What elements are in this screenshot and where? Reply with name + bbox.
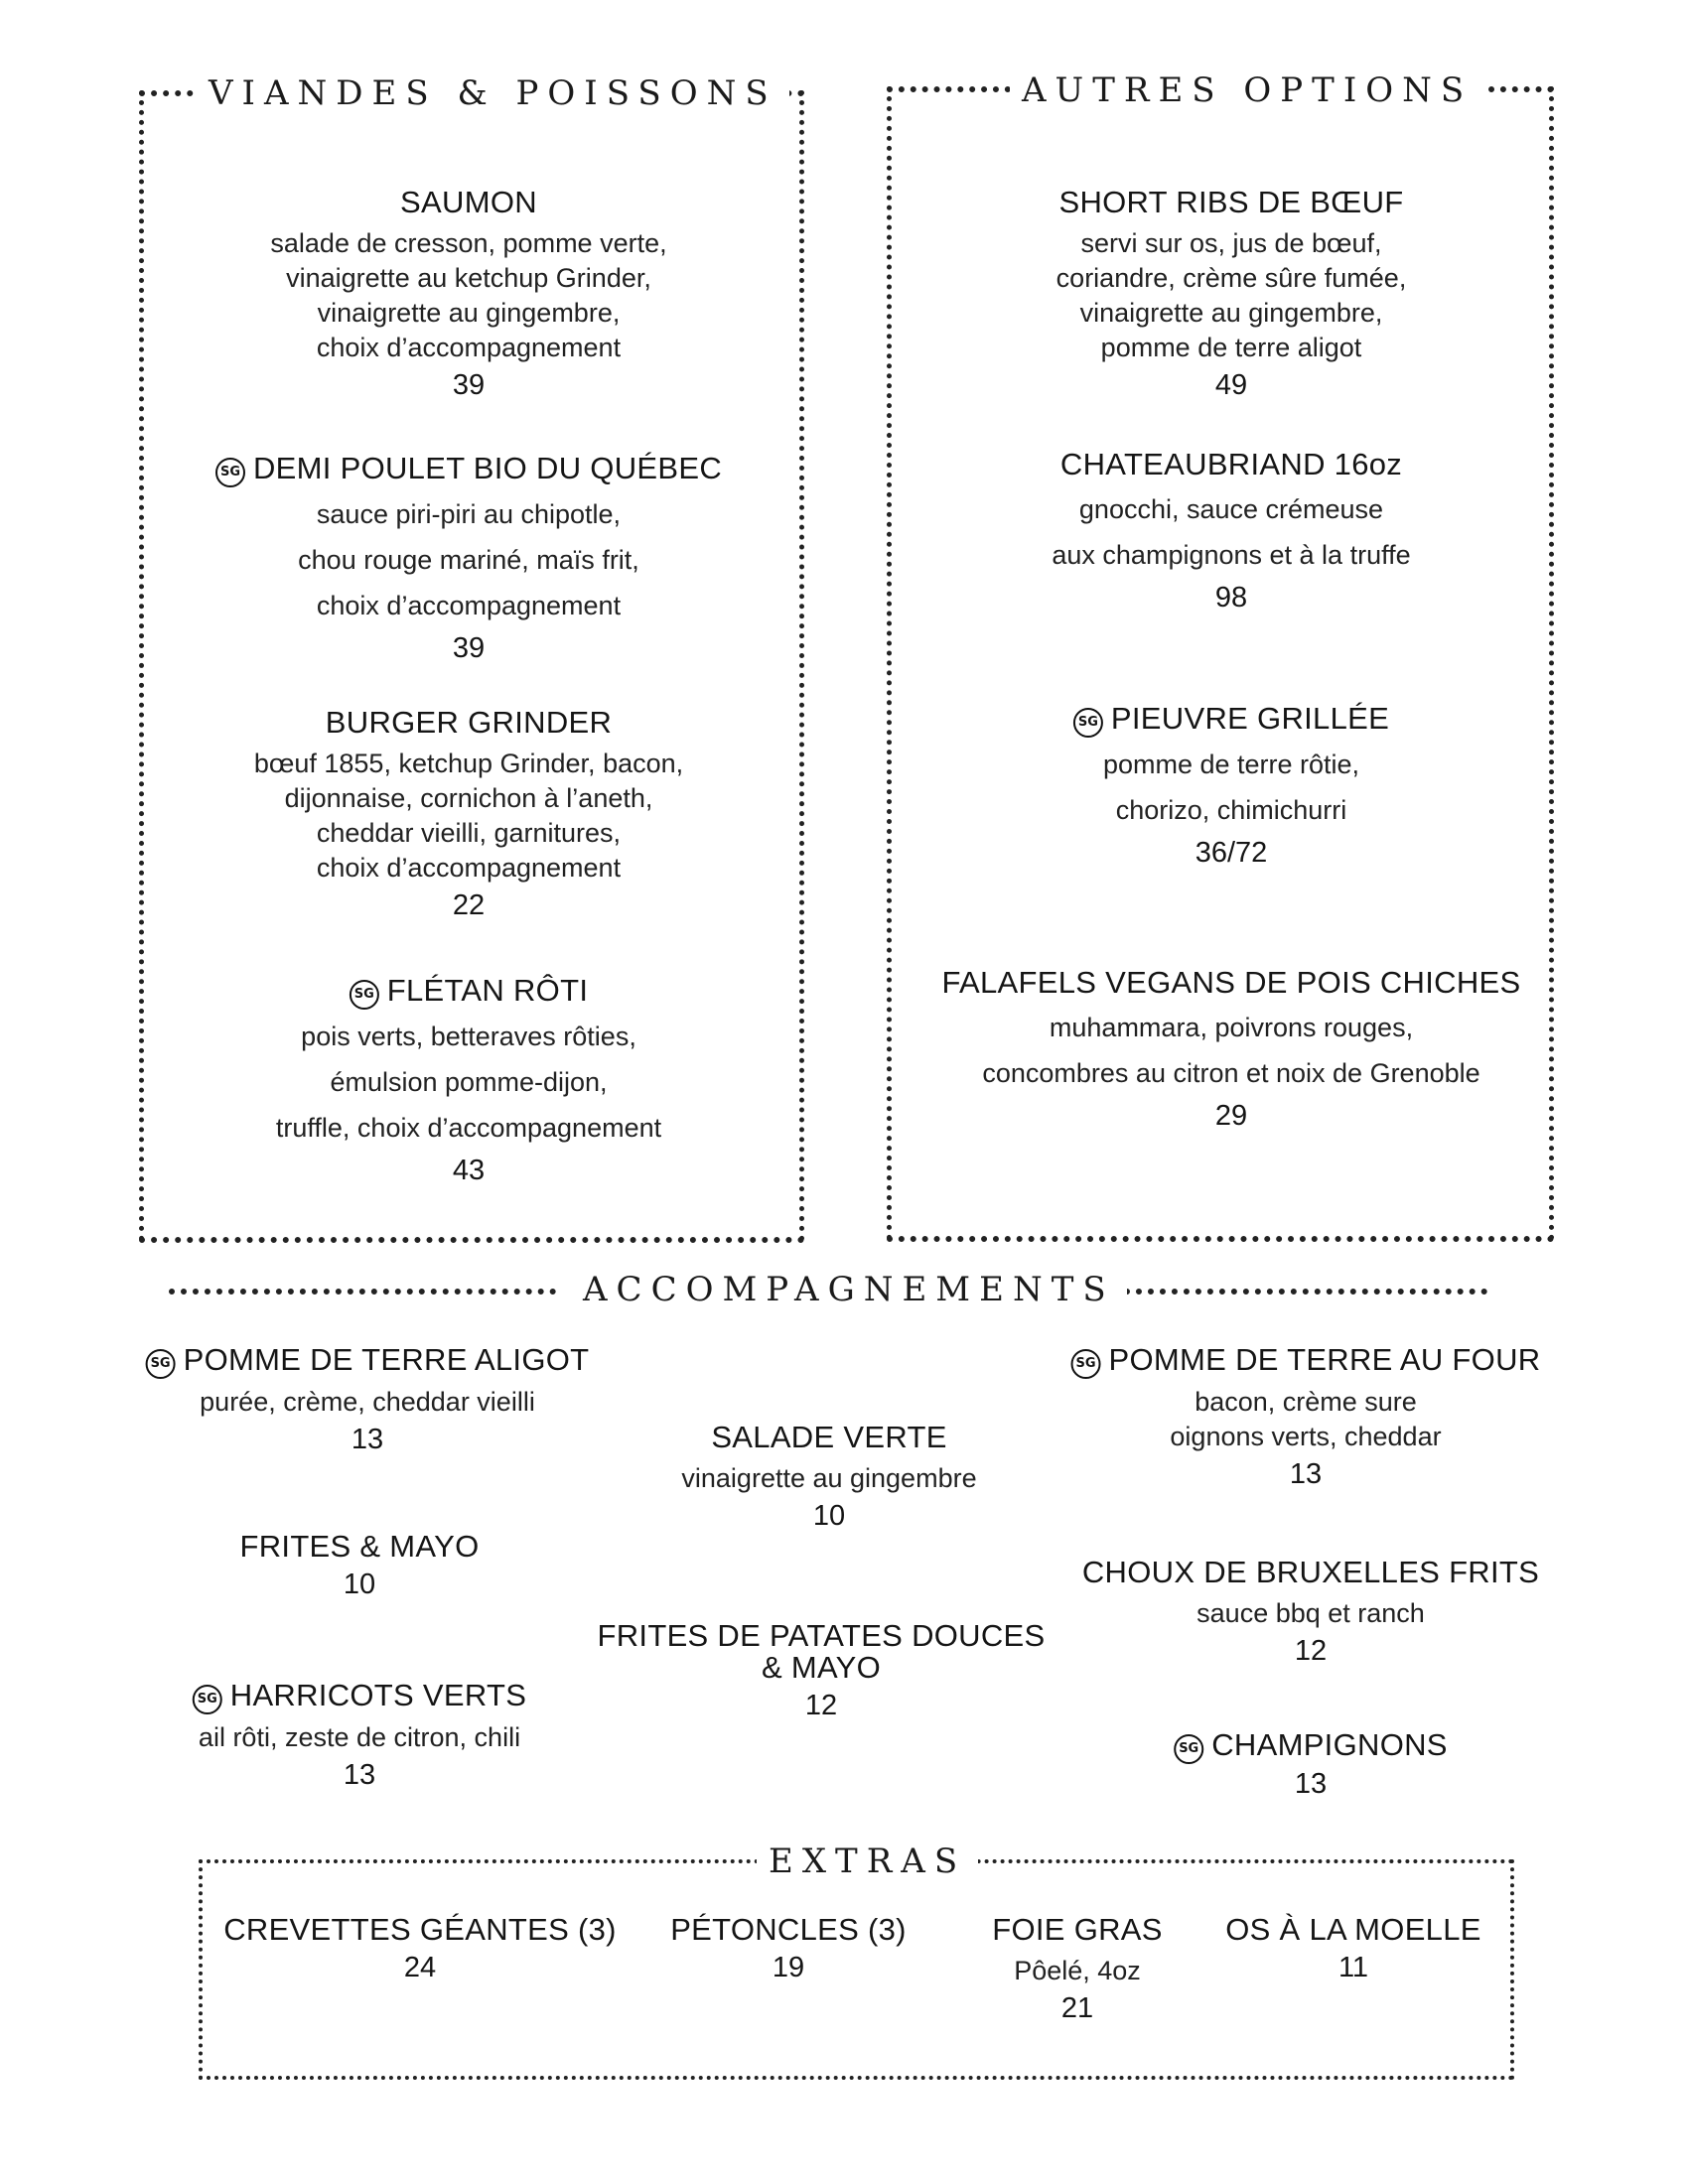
item-description — [1082, 1596, 1539, 1631]
item-price: 12 — [804, 1690, 838, 1721]
item-name — [597, 1618, 1045, 1654]
item-name — [942, 965, 1521, 1001]
sides-item-salade-verte — [681, 1420, 976, 1533]
item-description-line: choix d’accompagnement — [316, 591, 622, 620]
item-price: 98 — [1214, 582, 1248, 614]
item-price: 13 — [351, 1424, 384, 1455]
item-description-line: choix d’accompagnement — [316, 333, 622, 362]
item-name — [215, 451, 722, 487]
sans-gluten-icon: SG — [1073, 708, 1103, 738]
item-description-line: pomme de terre rôtie, — [1102, 750, 1360, 779]
others-box-left-rule — [887, 86, 892, 1241]
item-description-line: choix d’accompagnement — [316, 853, 622, 883]
sans-gluten-icon: SG — [1071, 1349, 1101, 1379]
extras-item-crevettes-geantes-3 — [223, 1912, 617, 1984]
item-name — [223, 1912, 617, 1948]
meats-item-fletan-roti — [276, 973, 661, 1187]
meats-item-saumon — [270, 185, 666, 402]
item-name — [146, 1342, 590, 1379]
item-name — [1174, 1727, 1448, 1764]
item-name-text: POMME DE TERRE AU FOUR — [1108, 1342, 1541, 1377]
meats-item-burger-grinder — [254, 705, 683, 922]
sans-gluten-icon: SG — [146, 1349, 176, 1379]
item-price: 49 — [1214, 369, 1248, 401]
item-price: 13 — [343, 1759, 376, 1791]
item-name — [1071, 1342, 1541, 1379]
item-price: 10 — [812, 1500, 846, 1532]
item-description-line: purée, crème, cheddar vieilli — [200, 1387, 535, 1417]
item-price: 43 — [452, 1155, 486, 1186]
item-name — [992, 1912, 1163, 1948]
item-description-line: sauce bbq et ranch — [1196, 1598, 1425, 1628]
meats-item-demi-poulet-bio-du-quebec — [215, 451, 722, 665]
item-description-line: sauce piri-piri au chipotle, — [316, 499, 622, 529]
sides-item-champignons — [1174, 1727, 1448, 1801]
sides-section-title: ACCOMPAGNEMENTS — [571, 1273, 1127, 1306]
item-name — [254, 705, 683, 741]
item-description — [193, 1720, 526, 1755]
sans-gluten-icon: SG — [215, 458, 245, 487]
item-description — [270, 226, 666, 365]
sans-gluten-icon: SG — [193, 1685, 222, 1714]
item-name — [670, 1912, 907, 1948]
item-description — [942, 1005, 1521, 1096]
item-price: 39 — [452, 632, 486, 664]
item-price: 10 — [343, 1569, 376, 1600]
item-name — [193, 1678, 526, 1714]
item-name-text: DEMI POULET BIO DU QUÉBEC — [252, 451, 723, 485]
item-description-line: vinaigrette au gingembre — [681, 1463, 977, 1493]
sides-item-choux-de-bruxelles-frits — [1082, 1555, 1539, 1668]
item-description-line: ail rôti, zeste de citron, chili — [198, 1722, 521, 1752]
item-name-text: SALADE VERTE — [711, 1420, 947, 1454]
item-description-line: Pôelé, 4oz — [1014, 1956, 1141, 1985]
item-price: 36/72 — [1195, 837, 1268, 869]
extras-item-os-a-la-moelle — [1225, 1912, 1480, 1984]
item-price: 21 — [1060, 1992, 1094, 2024]
item-price: 13 — [1294, 1768, 1328, 1800]
item-name-text: FLÉTAN RÔTI — [386, 973, 589, 1008]
item-name-text: CHAMPIGNONS — [1211, 1727, 1448, 1762]
others-item-chateaubriand-16oz — [1052, 447, 1410, 614]
sides-rule-right — [1100, 1289, 1487, 1295]
item-name-text: FRITES DE PATATES DOUCES — [597, 1618, 1046, 1653]
item-name — [1052, 447, 1410, 482]
item-description-line: émulsion pomme-dijon, — [330, 1067, 608, 1097]
item-price: 24 — [403, 1952, 437, 1983]
item-description-line: chou rouge mariné, maïs frit, — [298, 545, 639, 575]
others-box-right-rule — [1549, 86, 1554, 1241]
item-description-line: pois verts, betteraves rôties, — [301, 1022, 636, 1051]
sides-item-frites-de-patates-douces — [597, 1618, 1045, 1722]
sides-item-harricots-verts — [193, 1678, 526, 1792]
item-description-line: concombres au citron et noix de Grenoble — [982, 1058, 1480, 1088]
item-description-line: muhammara, poivrons rouges, — [1049, 1013, 1414, 1042]
item-description-line: vinaigrette au gingembre, — [1079, 298, 1383, 328]
item-name-text: CHATEAUBRIAND 16oz — [1059, 447, 1403, 481]
item-price: 39 — [452, 369, 486, 401]
item-name — [1073, 701, 1389, 738]
item-name — [681, 1420, 976, 1455]
item-name-text: SHORT RIBS DE BŒUF — [1058, 185, 1404, 219]
item-description — [254, 747, 683, 886]
extras-section-title: EXTRAS — [757, 1844, 978, 1878]
item-description-line: chorizo, chimichurri — [1115, 795, 1347, 825]
item-name — [1082, 1555, 1539, 1590]
item-name — [270, 185, 666, 220]
item-description-line: pomme de terre aligot — [1100, 333, 1362, 362]
sans-gluten-icon: SG — [350, 980, 379, 1010]
item-price: 13 — [1289, 1458, 1323, 1490]
item-name-text: CREVETTES GÉANTES (3) — [223, 1912, 617, 1947]
item-price: 19 — [772, 1952, 805, 1983]
item-name-text: CHOUX DE BRUXELLES FRITS — [1081, 1555, 1540, 1589]
item-description — [1052, 486, 1410, 578]
meats-box-bottom-rule — [139, 1237, 804, 1243]
item-description — [276, 1014, 661, 1151]
item-price: 11 — [1337, 1952, 1369, 1983]
item-name-text: OS À LA MOELLE — [1225, 1912, 1481, 1947]
item-name-text: PIEUVRE GRILLÉE — [1110, 701, 1390, 736]
others-item-falafels-vegans-de-pois-chiches — [942, 965, 1521, 1133]
item-description-line: coriandre, crème sûre fumée, — [1055, 263, 1407, 293]
item-name-text: PÉTONCLES (3) — [670, 1912, 907, 1947]
item-price: 12 — [1294, 1635, 1328, 1667]
meats-box-left-rule — [139, 90, 144, 1242]
item-name-text: FALAFELS VEGANS DE POIS CHICHES — [941, 965, 1521, 1000]
item-name-text: BURGER GRINDER — [325, 705, 613, 740]
item-description — [215, 491, 722, 628]
item-description-line: aux champignons et à la truffe — [1052, 540, 1411, 570]
item-description-line: truffle, choix d’accompagnement — [275, 1113, 662, 1143]
item-name-text: POMME DE TERRE ALIGOT — [183, 1342, 590, 1377]
item-description-line: vinaigrette au gingembre, — [317, 298, 621, 328]
sides-rule-left — [169, 1289, 556, 1295]
item-description-line: bœuf 1855, ketchup Grinder, bacon, — [253, 749, 684, 778]
item-description — [681, 1461, 976, 1496]
item-name — [1225, 1912, 1480, 1948]
item-description-line: cheddar vieilli, garnitures, — [316, 818, 622, 848]
extras-item-petoncles-3 — [670, 1912, 907, 1984]
item-description-line: gnocchi, sauce crémeuse — [1078, 494, 1384, 524]
others-section-title: AUTRES OPTIONS — [1010, 73, 1484, 107]
item-name-text: SAUMON — [400, 185, 537, 219]
item-description — [992, 1954, 1163, 1988]
others-box-bottom-rule — [887, 1236, 1554, 1242]
item-price: 29 — [1214, 1100, 1248, 1132]
sides-item-frites-mayo — [239, 1529, 479, 1601]
item-description-line: vinaigrette au ketchup Grinder, — [286, 263, 651, 293]
others-item-pieuvre-grillee — [1073, 701, 1389, 870]
item-name — [276, 973, 661, 1010]
item-description-line: servi sur os, jus de bœuf, — [1080, 228, 1382, 258]
item-name — [1056, 185, 1407, 220]
item-description — [1071, 1385, 1541, 1454]
item-description-line: bacon, crème sure — [1195, 1387, 1417, 1417]
item-name-text: FOIE GRAS — [992, 1912, 1163, 1947]
item-name-line2: & MAYO — [761, 1650, 882, 1685]
item-name — [239, 1529, 479, 1565]
item-description — [1056, 226, 1407, 365]
item-description-line: salade de cresson, pomme verte, — [270, 228, 667, 258]
others-item-short-ribs-de-b-uf — [1056, 185, 1407, 402]
extras-item-foie-gras — [992, 1912, 1163, 2025]
sans-gluten-icon: SG — [1174, 1734, 1203, 1764]
sides-item-pomme-de-terre-aligot — [146, 1342, 590, 1456]
item-price: 22 — [452, 889, 486, 921]
meats-section-title: VIANDES & POISSONS — [197, 76, 789, 110]
meats-box-right-rule — [799, 90, 804, 1242]
item-description-line: oignons verts, cheddar — [1170, 1422, 1442, 1451]
item-description — [146, 1385, 590, 1420]
item-name-text: HARRICOTS VERTS — [229, 1678, 527, 1712]
item-description — [1073, 742, 1389, 833]
item-name-text: FRITES & MAYO — [239, 1529, 480, 1564]
sides-item-pomme-de-terre-au-four — [1071, 1342, 1541, 1491]
item-description-line: dijonnaise, cornichon à l’aneth, — [284, 783, 653, 813]
